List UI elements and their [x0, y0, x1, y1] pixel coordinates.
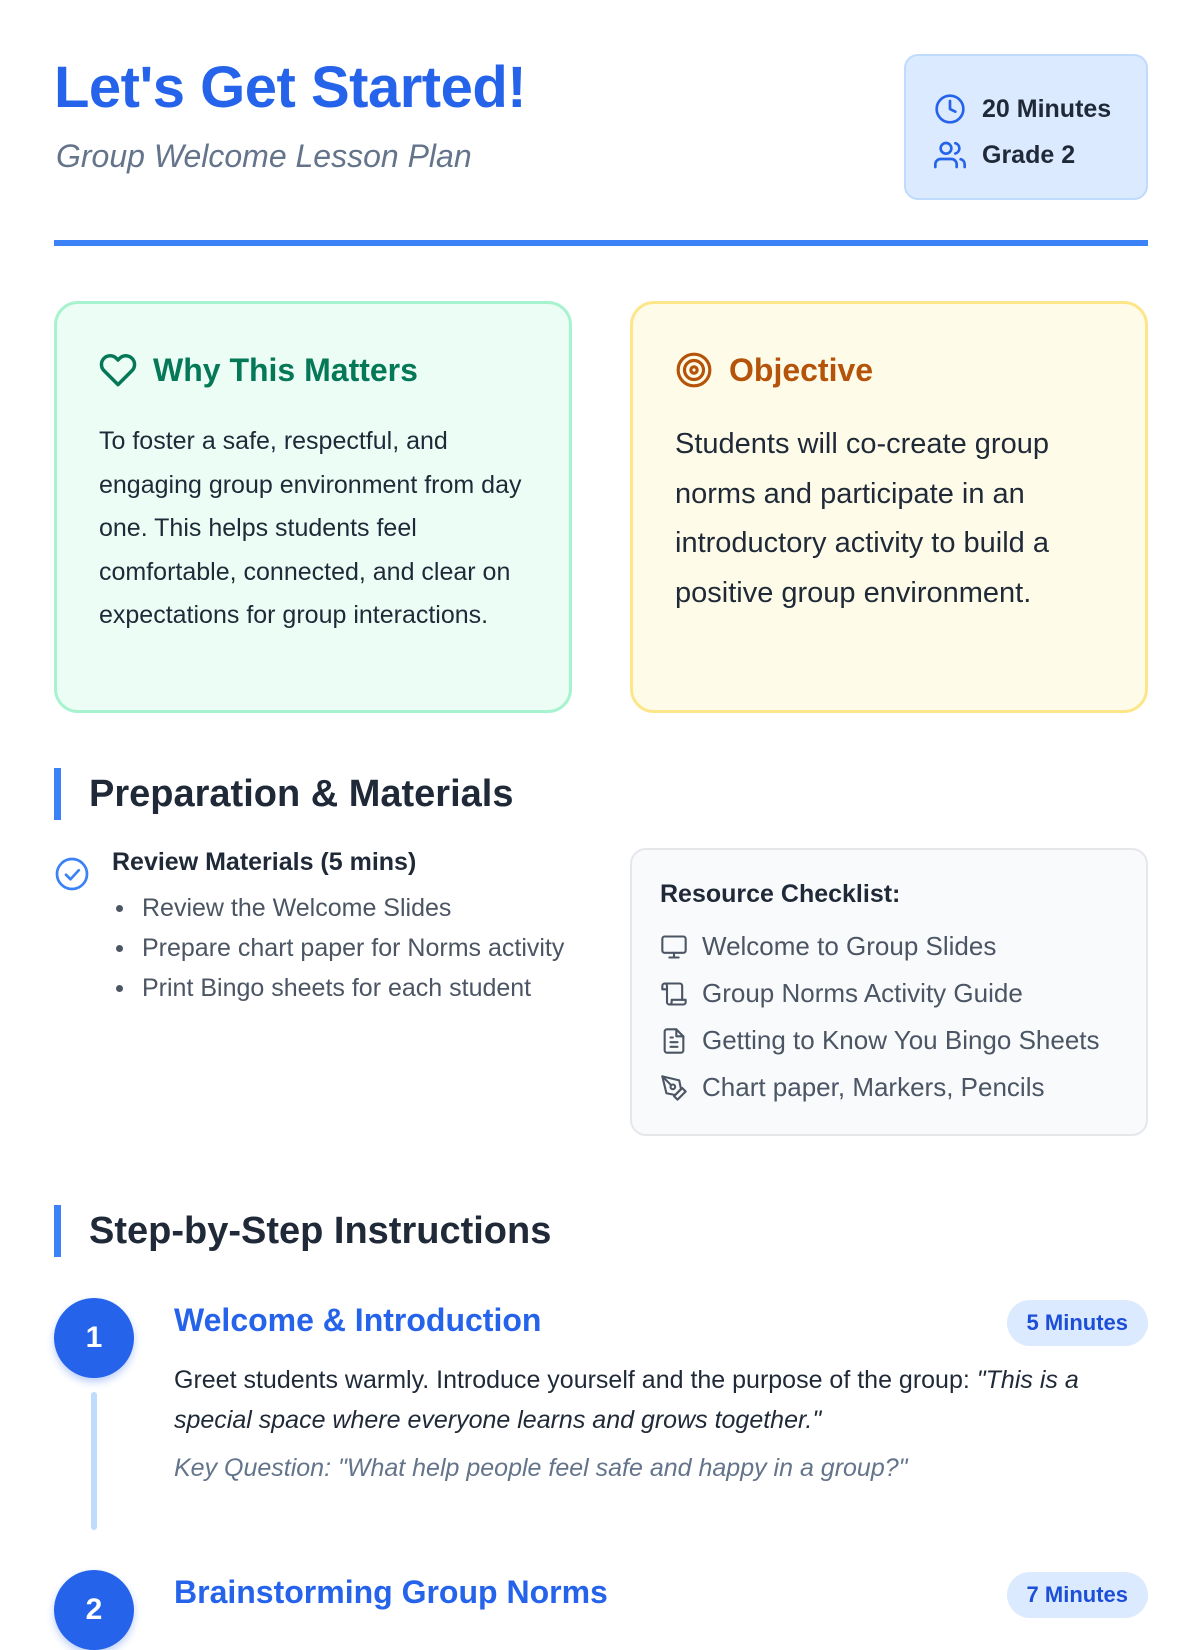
review-title: Review Materials (5 mins) [112, 848, 417, 876]
page-subtitle: Group Welcome Lesson Plan [56, 138, 472, 174]
list-item: Print Bingo sheets for each student [142, 968, 582, 1008]
step-number: 1 [54, 1298, 134, 1378]
step-key-question: Key Question: "What help people feel safe and happy in a group?" [174, 1454, 908, 1482]
objective-card [630, 301, 1148, 713]
checklist-title: Resource Checklist: [660, 880, 901, 908]
step-connector [91, 1392, 97, 1530]
step-title: Brainstorming Group Norms [174, 1574, 608, 1610]
resource-label: Chart paper, Markers, Pencils [702, 1072, 1045, 1102]
preparation-heading: Preparation & Materials [54, 768, 513, 820]
resource-item-guide [660, 970, 1146, 1017]
why-heading-label: Why This Matters [153, 351, 418, 388]
lesson-plan-page [54, 0, 1148, 1626]
target-icon [675, 351, 713, 389]
why-text: To foster a safe, respectful, and engaging group environment from day one. This helps students feel comfortable, connected, and clear on expectations for group interactions. [99, 427, 522, 629]
step-quote: "This is a special space where everyone learns and grows together." [174, 1366, 1079, 1434]
document-icon [660, 1027, 688, 1055]
step-duration-badge: 5 Minutes [1007, 1300, 1148, 1346]
review-list [142, 888, 582, 1008]
resource-item-bingo [660, 1017, 1146, 1064]
heart-icon [99, 351, 137, 389]
header-divider [54, 240, 1148, 246]
resource-item-slides [660, 923, 1146, 970]
resource-item-supplies [660, 1064, 1146, 1111]
duration-label: 20 Minutes [982, 94, 1112, 123]
grade-label: Grade 2 [982, 140, 1076, 169]
step-number: 2 [54, 1570, 134, 1650]
page-title: Let's Get Started! [54, 55, 527, 120]
objective-heading-label: Objective [729, 351, 874, 388]
resource-checklist [630, 848, 1148, 1136]
why-card [54, 301, 572, 713]
list-item: Prepare chart paper for Norms activity [142, 928, 582, 968]
monitor-icon [660, 933, 688, 961]
resource-label: Welcome to Group Slides [702, 931, 997, 961]
lesson-meta-box [904, 54, 1148, 200]
step-description [174, 1360, 1148, 1440]
scroll-icon [660, 980, 688, 1008]
duration-meta [934, 86, 1146, 132]
resource-label: Getting to Know You Bingo Sheets [702, 1025, 1100, 1055]
grade-meta [934, 132, 1146, 178]
pen-tool-icon [660, 1074, 688, 1102]
users-icon [934, 139, 966, 171]
check-circle-icon [54, 856, 90, 892]
step-duration-badge: 7 Minutes [1007, 1572, 1148, 1618]
why-heading [99, 348, 527, 392]
step-text: Greet students warmly. Introduce yourself and the purpose of the group: [174, 1366, 977, 1394]
header [54, 52, 1148, 202]
objective-heading [675, 348, 1103, 392]
steps-heading: Step-by-Step Instructions [54, 1205, 551, 1257]
list-item: Review the Welcome Slides [142, 888, 582, 928]
objective-text: Students will co-create group norms and participate in an introductory activity to build a positive group environment. [675, 428, 1049, 609]
clock-icon [934, 93, 966, 125]
resource-label: Group Norms Activity Guide [702, 978, 1023, 1008]
step-title: Welcome & Introduction [174, 1302, 542, 1338]
